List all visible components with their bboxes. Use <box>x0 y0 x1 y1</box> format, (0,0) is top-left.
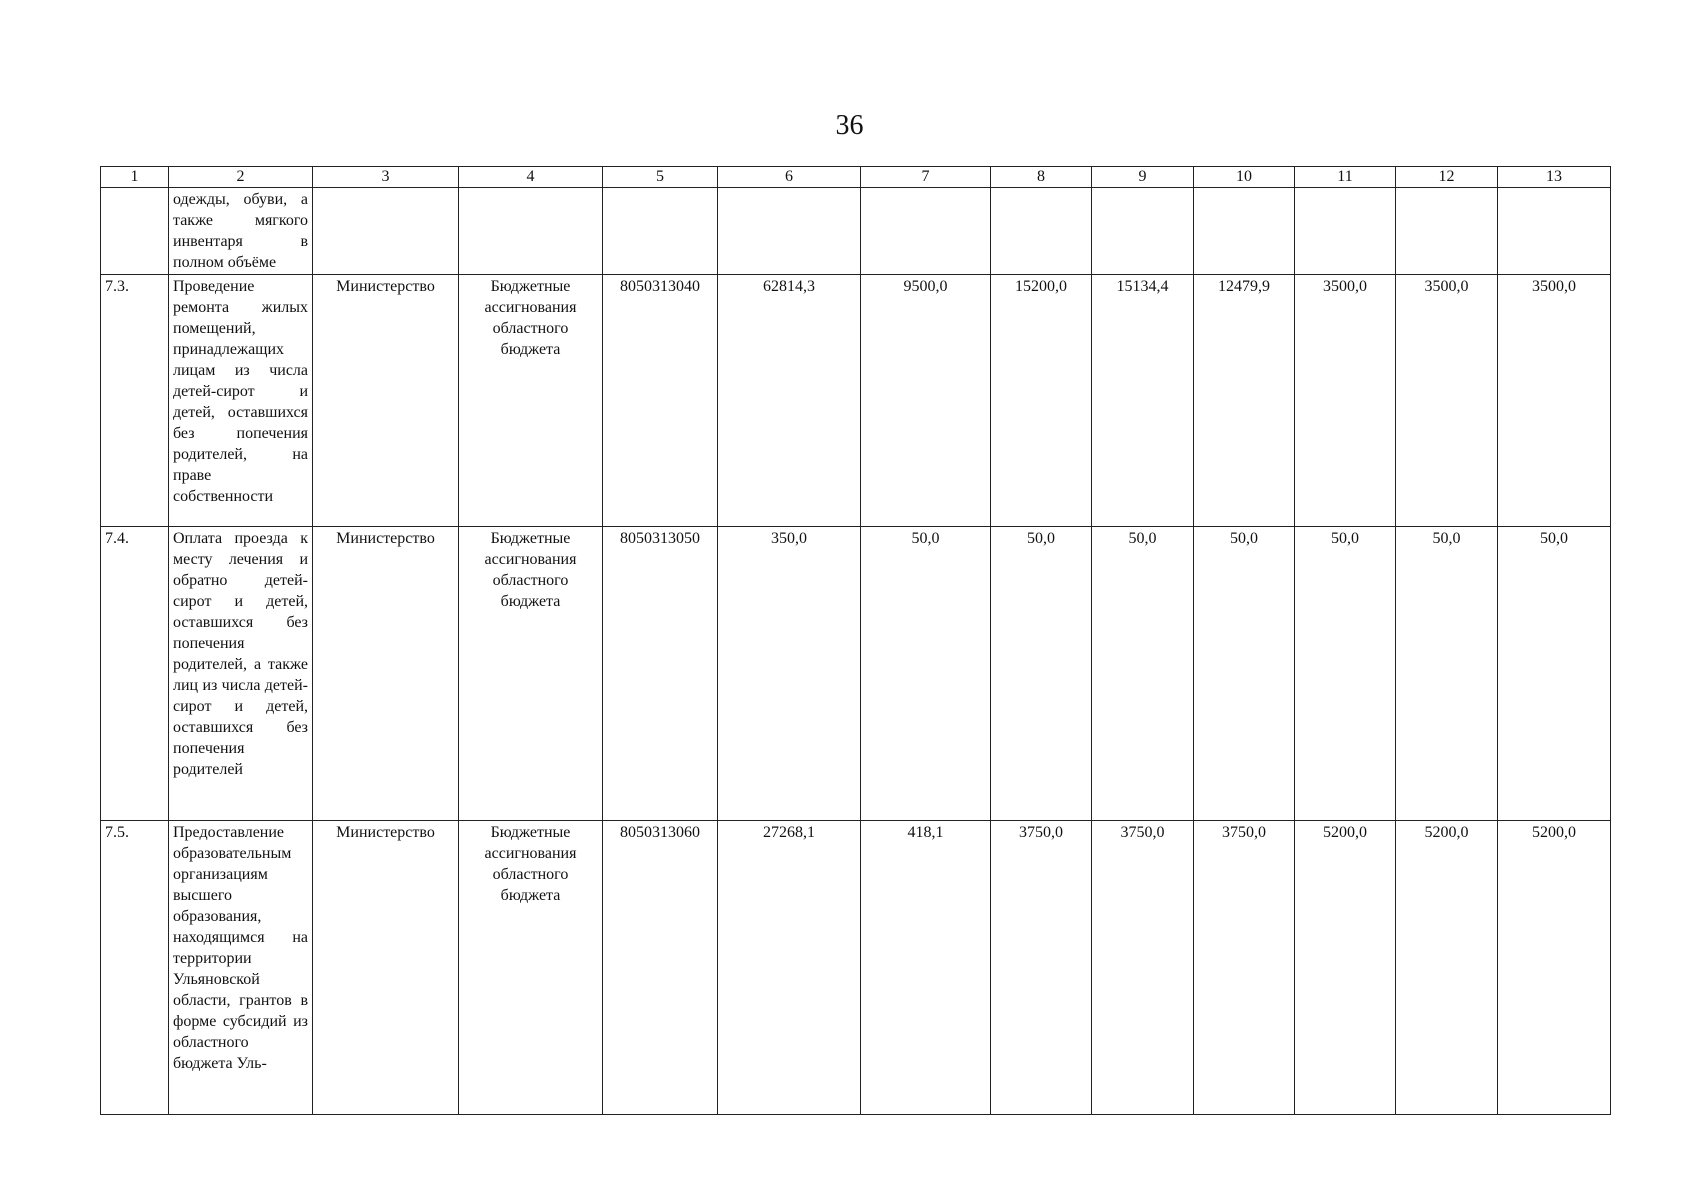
row-code: 8050313060 <box>603 821 718 1115</box>
row-value: 3500,0 <box>1295 275 1396 527</box>
row-executor <box>313 188 459 275</box>
header-cell: 10 <box>1194 167 1295 188</box>
header-cell: 3 <box>313 167 459 188</box>
header-row <box>101 167 1611 188</box>
row-number: 7.3. <box>101 275 169 527</box>
row-value: 50,0 <box>1092 527 1194 821</box>
row-value: 50,0 <box>861 527 991 821</box>
header-cell: 5 <box>603 167 718 188</box>
budget-table <box>100 166 1611 1115</box>
header-cell: 1 <box>101 167 169 188</box>
header-cell: 12 <box>1396 167 1498 188</box>
row-name: одежды, обуви, а также мягкого инвентаря в полном объёме <box>169 188 313 275</box>
row-code: 8050313050 <box>603 527 718 821</box>
header-cell: 7 <box>861 167 991 188</box>
row-value: 3750,0 <box>1194 821 1295 1115</box>
header-cell: 9 <box>1092 167 1194 188</box>
row-source <box>459 188 603 275</box>
row-value <box>1092 188 1194 275</box>
row-value: 3500,0 <box>1498 275 1611 527</box>
row-value <box>991 188 1092 275</box>
row-code <box>603 188 718 275</box>
table-row <box>101 188 1611 275</box>
row-value: 5200,0 <box>1498 821 1611 1115</box>
table-row <box>101 275 1611 527</box>
row-name: Проведение ремонта жилых помещений, принадлежащих лицам из числа детей-сирот и детей, оставшихся без попечения родителей, на праве собственности <box>169 275 313 527</box>
header-cell: 11 <box>1295 167 1396 188</box>
table-row <box>101 527 1611 821</box>
row-value: 50,0 <box>1498 527 1611 821</box>
row-code: 8050313040 <box>603 275 718 527</box>
row-value: 5200,0 <box>1396 821 1498 1115</box>
row-value: 418,1 <box>861 821 991 1115</box>
row-number <box>101 188 169 275</box>
row-value: 50,0 <box>1295 527 1396 821</box>
header-cell: 8 <box>991 167 1092 188</box>
row-value: 3750,0 <box>1092 821 1194 1115</box>
row-source: Бюджетные ассигнования областного бюджета <box>459 275 603 527</box>
row-value: 50,0 <box>1396 527 1498 821</box>
row-executor: Министерство <box>313 527 459 821</box>
row-value: 3750,0 <box>991 821 1092 1115</box>
row-executor: Министерство <box>313 275 459 527</box>
row-value <box>1498 188 1611 275</box>
row-number: 7.5. <box>101 821 169 1115</box>
row-source: Бюджетные ассигнования областного бюджета <box>459 821 603 1115</box>
row-value: 15134,4 <box>1092 275 1194 527</box>
row-name: Предоставление образовательным организациям высшего образования, находящимся на территории Ульяновской области, грантов в форме субсидий из областного бюджета Уль- <box>169 821 313 1115</box>
header-cell: 13 <box>1498 167 1611 188</box>
row-name: Оплата проезда к месту лечения и обратно детей-сирот и детей, оставшихся без попечения родителей, а также лиц из числа детей-сирот и детей, оставшихся без попечения родителей <box>169 527 313 821</box>
row-number: 7.4. <box>101 527 169 821</box>
row-value: 15200,0 <box>991 275 1092 527</box>
row-source: Бюджетные ассигнования областного бюджета <box>459 527 603 821</box>
row-value: 50,0 <box>1194 527 1295 821</box>
header-cell: 2 <box>169 167 313 188</box>
row-value <box>861 188 991 275</box>
row-value: 3500,0 <box>1396 275 1498 527</box>
row-value: 5200,0 <box>1295 821 1396 1115</box>
row-value <box>1295 188 1396 275</box>
row-value: 27268,1 <box>718 821 861 1115</box>
row-value <box>1396 188 1498 275</box>
row-value: 12479,9 <box>1194 275 1295 527</box>
header-cell: 6 <box>718 167 861 188</box>
row-value: 350,0 <box>718 527 861 821</box>
row-value: 62814,3 <box>718 275 861 527</box>
row-value: 9500,0 <box>861 275 991 527</box>
row-executor: Министерство <box>313 821 459 1115</box>
header-cell: 4 <box>459 167 603 188</box>
row-value <box>718 188 861 275</box>
row-value <box>1194 188 1295 275</box>
table-row <box>101 821 1611 1115</box>
page-number: 36 <box>835 110 864 141</box>
row-value: 50,0 <box>991 527 1092 821</box>
